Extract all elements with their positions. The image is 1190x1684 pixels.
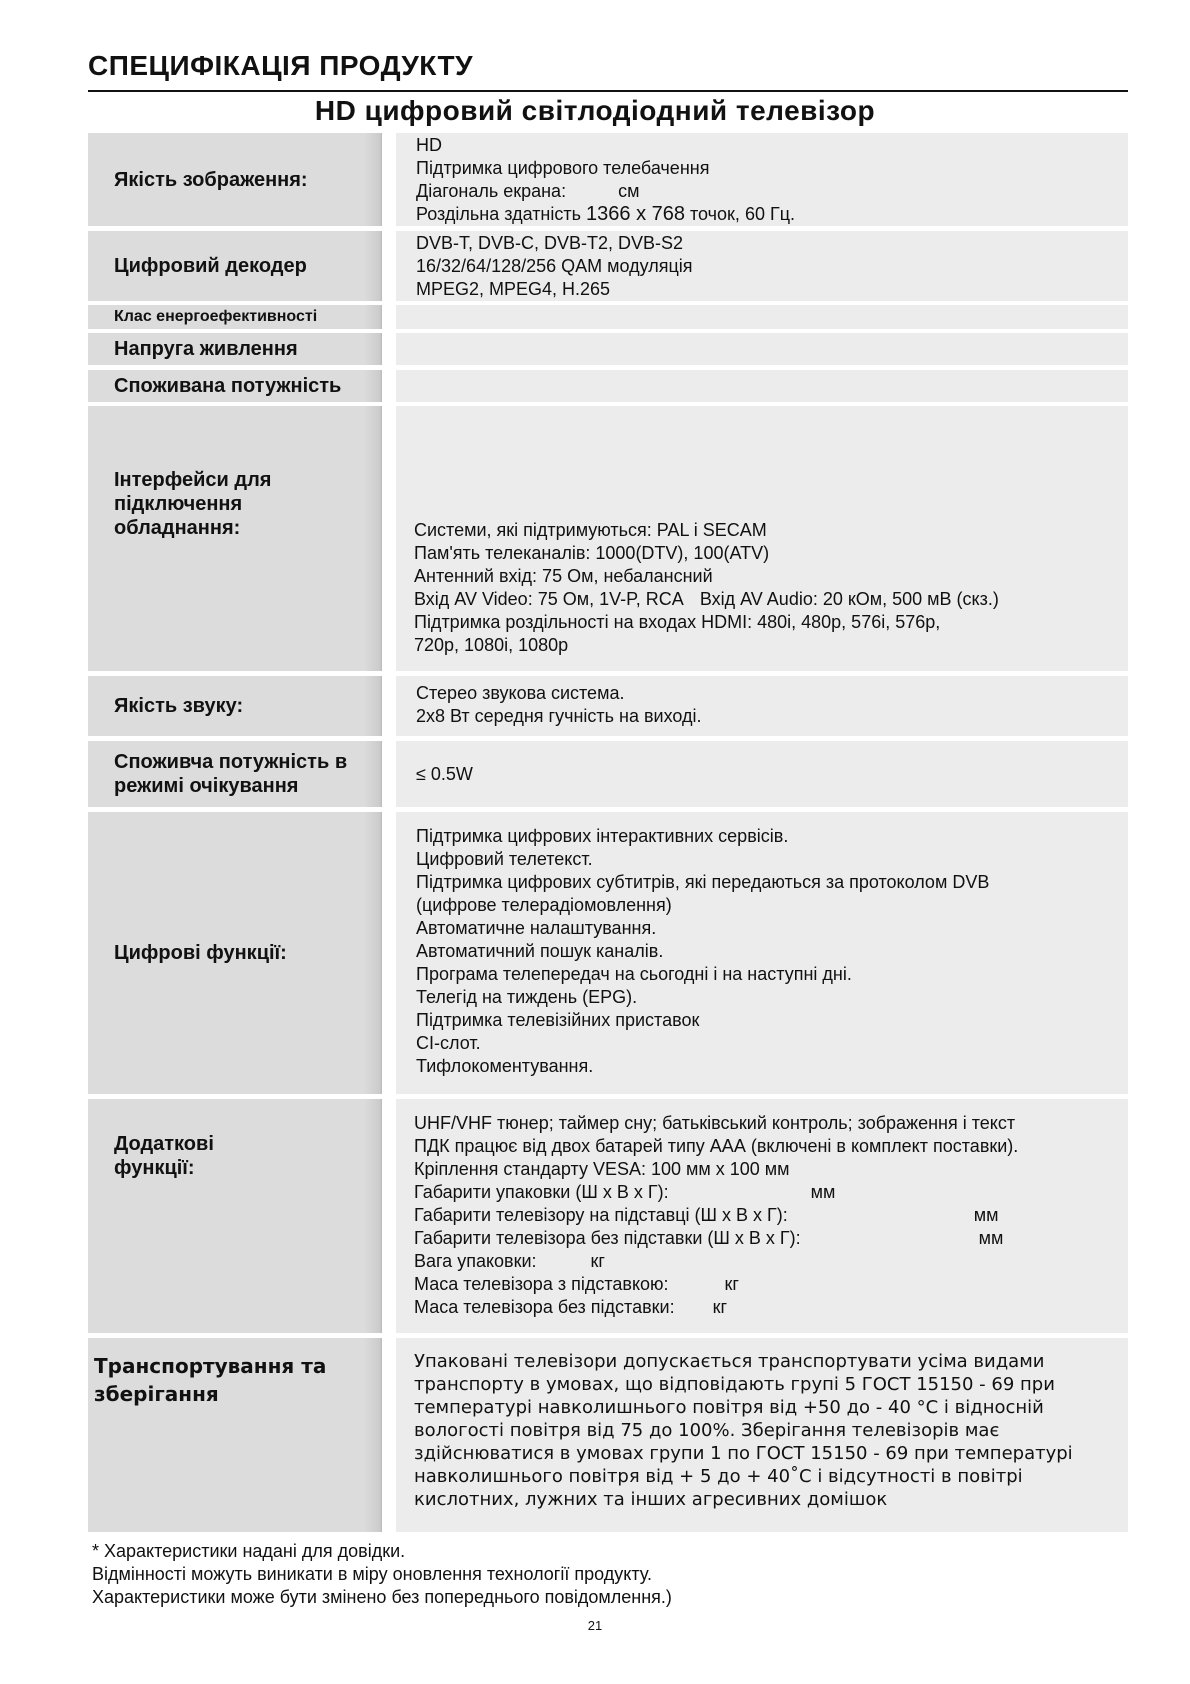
spec-label: Якість звуку: [88,676,382,736]
spec-value: ≤ 0.5W [396,741,1128,807]
spec-row-digital-decoder [88,231,1128,301]
spec-row-digital-functions [88,812,1128,1094]
spec-row-additional-functions [88,1099,1128,1333]
spec-value [396,370,1128,402]
footnote: * Характеристики надані для довідки. Відмінності можуть виникати в міру оновлення технології продукту. Характеристики може бути змінено без попереднього повідомлення.) [92,1541,672,1607]
spec-value: HD Підтримка цифрового телебачення Діагональ екрана: см Роздільна здатність 1366 x 768 точок, 60 Гц. [396,133,1128,226]
spec-value [396,305,1128,329]
spec-row-interfaces [88,406,1128,671]
spec-label: Цифровий декодер [88,231,382,301]
spec-value: Підтримка цифрових інтерактивних сервісів. Цифровий телетекст. Підтримка цифрових субтитрів, які передаються за протоколом DVB (цифрове телерадіомовлення) Автоматичне налаштування. Автоматичний пошук каналів. Програма телепередач на сьогодні і на наступні дні. Телегід на тиждень (EPG). Підтримка телевізійних приставок CI-слот. Тифлокоментування. [396,812,1128,1094]
page-number: 21 [587,1618,603,1633]
product-title: HD цифровий світлодіодний телевізор [314,95,876,126]
spec-value: DVB-T, DVB-C, DVB-T2, DVB-S2 16/32/64/128/256 QAM модуляція MPEG2, MPEG4, H.265 [396,231,1128,301]
spec-row-supply-voltage [88,333,1128,365]
spec-label: Споживана потужність [88,370,382,402]
spec-row-sound-quality [88,676,1128,736]
title-divider [88,90,1128,92]
spec-value [396,333,1128,365]
spec-label: Споживча потужність в режимі очікування [88,741,382,807]
spec-value: Системи, які підтримуються: PAL і SECAM Пам'ять телеканалів: 1000(DTV), 100(ATV) Антенний вхід: 75 Ом, небалансний Вхід AV Video: 75 Ом, 1V-P, RCA Вхід AV Audio: 20 кОм, 500 мВ (скз.) Підтримка роздільності на входах HDMI: 480i, 480p, 576i, 576p, 720p, 1080i, 1080p [396,406,1128,671]
spec-row-energy-class [88,305,1128,329]
spec-row-picture-quality [88,133,1128,226]
spec-row-power-consumption [88,370,1128,402]
spec-value: UHF/VHF тюнер; таймер сну; батьківський контроль; зображення і текст ПДК працює від двох батарей типу ААА (включені в комплект поставки). Кріплення стандарту VESA: 100 мм х 100 мм Габарити упаковки (Ш х В х Г): мм Габарити телевізору на підставці (Ш х В х Г): мм Габарити телевізора без підставки (Ш х В х Г): мм Вага упаковки: кг Маса телевізора з підставкою: кг Маса телевізора без підставки: кг [396,1099,1128,1333]
spec-row-standby-power [88,741,1128,807]
spec-label: Клас енергоефективності [88,305,382,329]
spec-label: Якість зображення: [88,133,382,226]
spec-value: Стерео звукова система. 2x8 Вт середня гучність на виході. [396,676,1128,736]
spec-label: Інтерфейси для підключення обладнання: [88,406,382,671]
page-title: СПЕЦИФІКАЦІЯ ПРОДУКТУ [88,50,474,81]
spec-label: Напруга живлення [88,333,382,365]
spec-value: Упаковані телевізори допускається транспортувати усіма видами транспорту в умовах, що відповідають групі 5 ГОСТ 15150 - 69 при температурі навколишнього повітря від +50 до - 40 °С і відносній вологості повітря від 75 до 100%. Зберігання телевізорів має здійснюватися в умовах групи 1 по ГОСТ 15150 - 69 при температурі навколишнього повітря від + 5 до + 40˚С і відсутності в повітрі кислотних, лужних та інших агресивних домішок [396,1338,1128,1532]
spec-label: Додаткові функції: [88,1099,382,1333]
spec-row-transport-storage [88,1338,1128,1532]
spec-label: Транспортування та зберігання [88,1338,382,1532]
spec-label: Цифрові функції: [88,812,382,1094]
